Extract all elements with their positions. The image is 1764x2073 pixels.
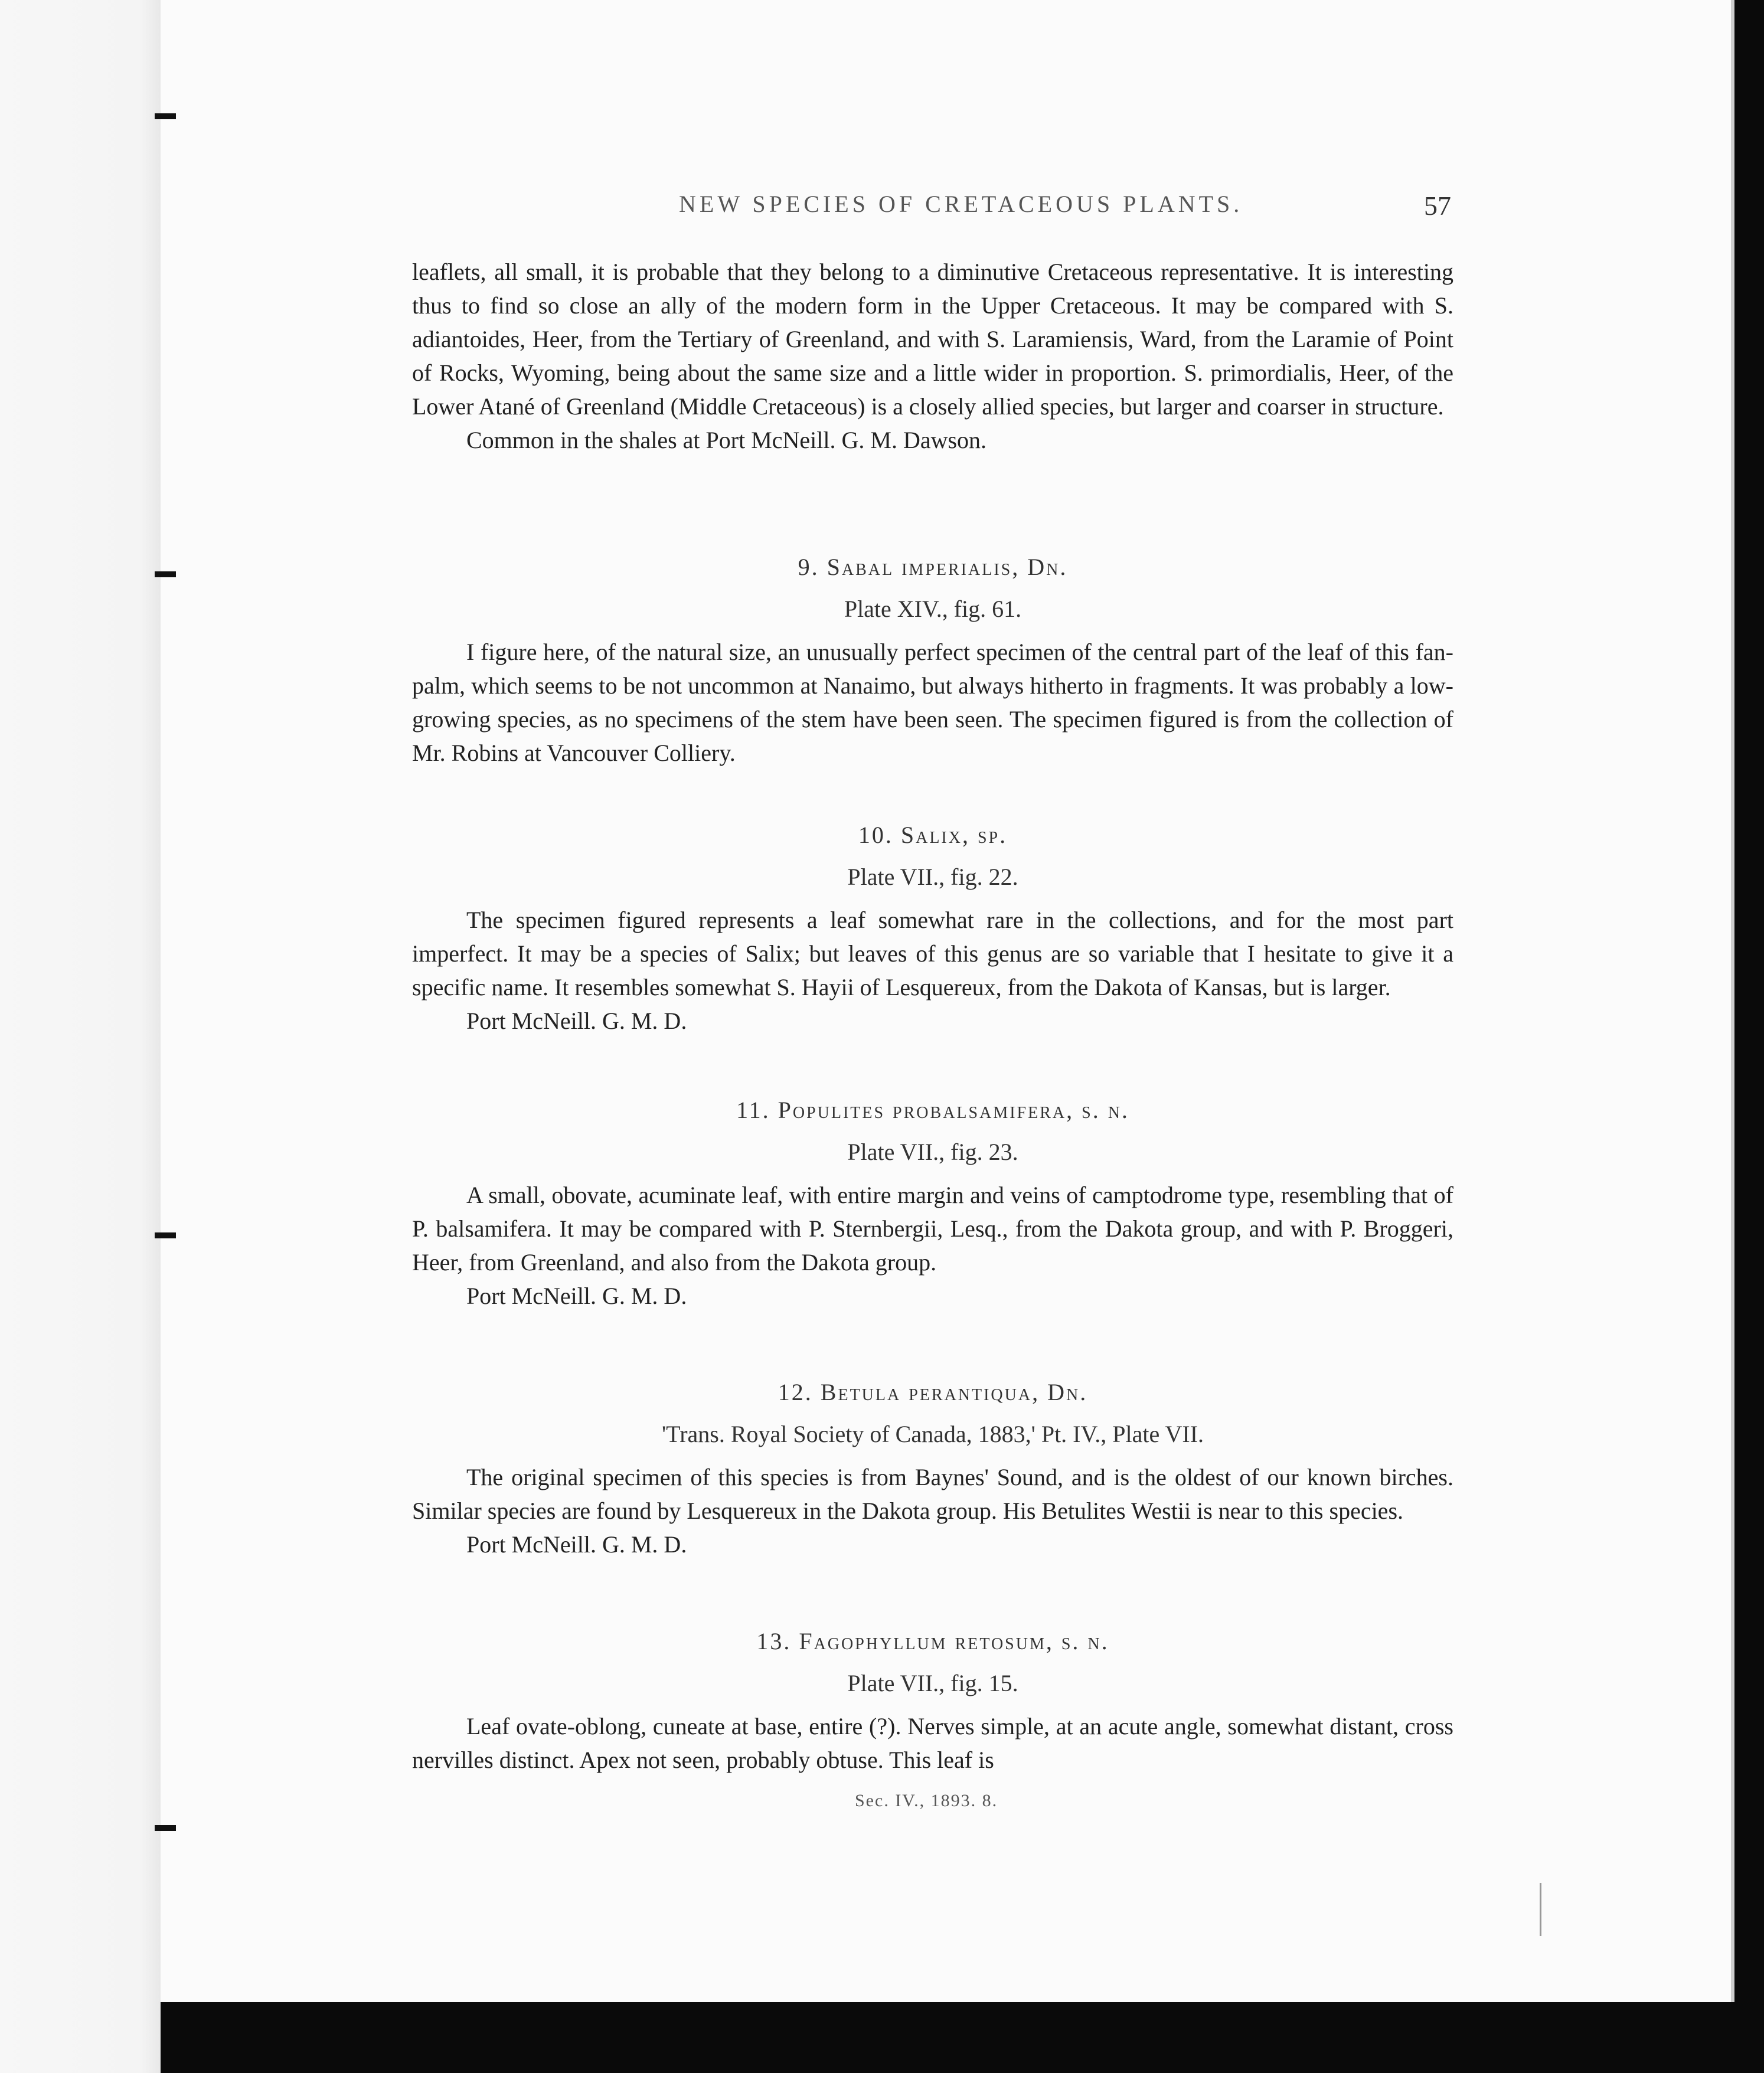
book-gutter — [0, 0, 161, 2073]
paragraph: A small, obovate, acuminate leaf, with entire margin and veins of camptodrome type, resembling that of P. balsamifera. It may be compared with P. Sternbergii, Lesq., from the Dakota group, and with P. Broggeri, Heer, from Greenland, and also from the Dakota group. — [412, 1182, 1453, 1276]
binding-mark — [155, 1825, 176, 1831]
paragraph: The original specimen of this species is from Baynes' Sound, and is the oldest of our known birches. Similar species are found by Lesquereux in the Dakota group. His Betulites Westii is near to this species. — [412, 1464, 1453, 1524]
locality-note: Common in the shales at Port McNeill. G. M. Dawson. — [466, 427, 987, 453]
plate-reference: Plate VII., fig. 22. — [847, 864, 1018, 890]
plate-reference: Plate VII., fig. 15. — [847, 1670, 1018, 1696]
plate-reference: Plate XIV., fig. 61. — [844, 596, 1022, 622]
locality-note: Port McNeill. G. M. D. — [466, 1283, 687, 1309]
paragraph: The specimen figured represents a leaf somewhat rare in the collections, and for the most part imperfect. It may be a species of Salix; but leaves of this genus are so variable that I hesitate to give it a specific name. It resembles somewhat S. Hayii of Lesquereux, from the Dakota of Kansas, but is larger. — [412, 907, 1453, 1000]
species-heading: 9. Sabal imperialis, Dn. — [798, 554, 1068, 580]
plate-reference: 'Trans. Royal Society of Canada, 1883,' Pt. IV., Plate VII. — [661, 1421, 1204, 1447]
paragraph: leaflets, all small, it is probable that they belong to a diminutive Cretaceous representative. It is interesting thus to find so close an ally of the modern form in the Upper Cretaceous. It may be compared with S. adiantoides, Heer, from the Tertiary of Greenland, and with S. Laramiensis, Ward, from the Laramie of Point of Rocks, Wyoming, being about the same size and a little wider in proportion. S. primordialis, Heer, of the Lower Atané of Greenland (Middle Cretaceous) is a closely allied species, but larger and coarser in structure. — [412, 259, 1453, 420]
species-heading: 13. Fagophyllum retosum, s. n. — [756, 1628, 1109, 1655]
locality-note: Port McNeill. G. M. D. — [466, 1008, 687, 1034]
plate-reference: Plate VII., fig. 23. — [847, 1139, 1018, 1165]
species-heading: 10. Salix, sp. — [858, 822, 1008, 848]
species-entry — [412, 1093, 1453, 1313]
paragraph: Leaf ovate-oblong, cuneate at base, entire (?). Nerves simple, at an acute angle, somewhat distant, cross nervilles distinct. Apex not seen, probably obtuse. This leaf is — [412, 1713, 1453, 1773]
species-heading: 11. Populites probalsamifera, s. n. — [736, 1097, 1129, 1123]
species-entry — [412, 550, 1453, 770]
body-text — [412, 255, 1453, 457]
binding-mark — [155, 571, 176, 577]
running-header: NEW SPECIES OF CRETACEOUS PLANTS. — [679, 191, 1243, 217]
species-entry — [412, 1375, 1453, 1561]
page-edge-mark — [1540, 1883, 1541, 1936]
signature-mark: Sec. IV., 1893. 8. — [855, 1791, 998, 1810]
page-number: 57 — [1424, 191, 1451, 221]
binding-mark — [155, 113, 176, 119]
species-entry — [412, 818, 1453, 1038]
paragraph: I figure here, of the natural size, an unusually perfect specimen of the central part of the leaf of this fan-palm, which seems to be not uncommon at Nanaimo, but always hitherto in fragments. It was probably a low-growing species, as no specimens of the stem have been seen. The specimen figured is from the collection of Mr. Robins at Vancouver Colliery. — [412, 639, 1453, 766]
locality-note: Port McNeill. G. M. D. — [466, 1531, 687, 1558]
species-entry — [412, 1624, 1453, 1777]
species-heading: 12. Betula perantiqua, Dn. — [778, 1379, 1088, 1405]
binding-mark — [155, 1232, 176, 1238]
